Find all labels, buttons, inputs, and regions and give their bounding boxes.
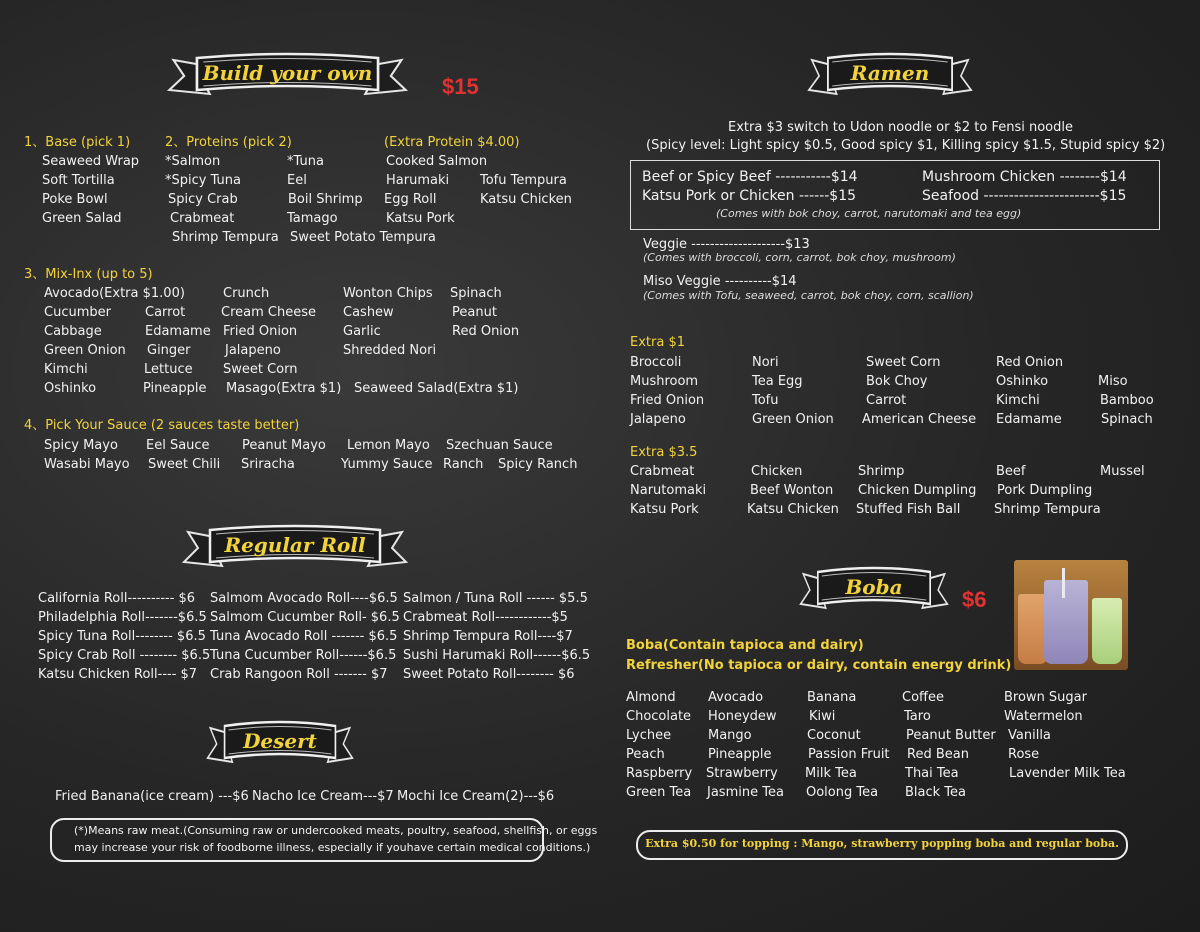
protein-item: *Spicy Tuna: [165, 173, 242, 188]
roll-item: Sushi Harumaki Roll------$6.5: [403, 648, 591, 663]
extra-1-item: Tea Egg: [752, 374, 803, 389]
protein-item: *Tuna: [287, 154, 324, 169]
boba-drinks-photo: [1014, 560, 1128, 670]
mixin-item: Crunch: [223, 286, 270, 301]
protein-item: Katsu Pork: [386, 211, 455, 226]
boba-flavor: Chocolate: [626, 709, 692, 724]
boba-flavor: Strawberry: [706, 766, 778, 781]
sauce-item: Peanut Mayo: [242, 438, 326, 453]
roll-item: Crab Rangoon Roll ------- $7: [210, 667, 388, 682]
build-your-own-title: Build your own: [202, 61, 373, 85]
boba-flavor: Almond: [626, 690, 676, 705]
extra-1-item: Nori: [752, 355, 779, 370]
raw-meat-disclaimer-box: [50, 818, 598, 862]
extra-35-item: Narutomaki: [630, 483, 707, 498]
boba-flavor: Raspberry: [626, 766, 693, 781]
sauce-item: Szechuan Sauce: [446, 438, 553, 453]
extra-1-item: Carrot: [866, 393, 907, 408]
sauce-item: Sweet Chili: [148, 457, 221, 472]
extra-1-item: Fried Onion: [630, 393, 705, 408]
boba-price: $6: [962, 587, 987, 612]
mixin-item: Seaweed Salad(Extra $1): [354, 381, 519, 396]
extra-35-heading: Extra $3.5: [630, 445, 698, 460]
boba-flavor: Brown Sugar: [1004, 690, 1087, 705]
boba-flavor: Red Bean: [907, 747, 969, 762]
sauce-item: Spicy Mayo: [44, 438, 118, 453]
protein-item: Shrimp Tempura: [172, 230, 279, 245]
mixin-item: Red Onion: [452, 324, 520, 339]
boba-flavor: Honeydew: [708, 709, 777, 724]
desert-item: Nacho Ice Cream---$7: [252, 789, 394, 804]
ramen-item: Miso Veggie ----------$14: [643, 274, 797, 289]
boba-flavor: Thai Tea: [905, 766, 959, 781]
base-item: Seaweed Wrap: [42, 154, 140, 169]
extra-1-item: Jalapeno: [630, 412, 686, 427]
boba-flavor: Black Tea: [905, 785, 967, 800]
extra-protein-note: (Extra Protein $4.00): [384, 135, 520, 150]
mixin-item: Cabbage: [44, 324, 102, 339]
ramen-box-note: (Comes with bok choy, carrot, narutomaki and tea egg): [716, 207, 1022, 220]
extra-1-item: Spinach: [1101, 412, 1153, 427]
desert-item: Fried Banana(ice cream) ---$6: [55, 789, 249, 804]
roll-item: California Roll---------- $6: [38, 591, 196, 606]
boba-flavor: Green Tea: [626, 785, 692, 800]
mixin-item: Cashew: [343, 305, 394, 320]
roll-item: Crabmeat Roll------------$5: [403, 610, 568, 625]
ramen-miso-note: (Comes with Tofu, seaweed, carrot, bok choy, corn, scallion): [643, 289, 974, 302]
boba-flavor: Kiwi: [809, 709, 836, 724]
mixin-item: Sweet Corn: [223, 362, 298, 377]
protein-item: Tofu Tempura: [480, 173, 567, 188]
mixin-item: Green Onion: [44, 343, 126, 358]
mixin-item: Spinach: [450, 286, 502, 301]
build-your-own-banner: [165, 50, 410, 100]
boba-flavor: Coffee: [902, 690, 944, 705]
mixin-item: Shredded Nori: [343, 343, 437, 358]
extra-35-item: Crabmeat: [630, 464, 695, 479]
extra-35-item: Shrimp: [858, 464, 905, 479]
ramen-item: Veggie --------------------$13: [643, 237, 810, 252]
boba-description: Boba(Contain tapioca and dairy): [626, 638, 864, 653]
boba-topping-note: Extra $0.50 for topping : Mango, strawberry popping boba and regular boba.: [645, 837, 1119, 850]
sauce-heading: 4、Pick Your Sauce (2 sauces taste better): [24, 418, 300, 433]
protein-item: Sweet Potato Tempura: [290, 230, 436, 245]
ramen-item: Beef or Spicy Beef -----------$14: [642, 169, 858, 185]
roll-item: Salmom Avocado Roll----$6.5: [210, 591, 398, 606]
extra-35-item: Katsu Chicken: [747, 502, 839, 517]
protein-item: Cooked Salmon: [386, 154, 488, 169]
boba-flavor: Lychee: [626, 728, 672, 743]
disclaimer-line: (*)Means raw meat.(Consuming raw or undercooked meats, poultry, seafood, shellfish, or eggs: [74, 824, 598, 837]
mixin-item: Fried Onion: [223, 324, 298, 339]
mixin-item: Masago(Extra $1): [226, 381, 342, 396]
mixin-item: Cucumber: [44, 305, 111, 320]
protein-item: Harumaki: [386, 173, 450, 188]
mixin-item: Kimchi: [44, 362, 88, 377]
mixins-heading: 3、Mix-Inx (up to 5): [24, 267, 153, 282]
boba-flavor: Peanut Butter: [906, 728, 996, 743]
build-your-own-price: $15: [442, 74, 479, 99]
roll-item: Spicy Crab Roll -------- $6.5: [38, 648, 211, 663]
extra-1-item: American Cheese: [862, 412, 977, 427]
extra-1-item: Oshinko: [996, 374, 1049, 389]
ramen-banner: [806, 50, 974, 100]
ramen-veggie-note: (Comes with broccoli, corn, carrot, bok choy, mushroom): [643, 251, 956, 264]
sauce-item: Sriracha: [241, 457, 295, 472]
boba-flavor: Oolong Tea: [806, 785, 879, 800]
sauce-item: Wasabi Mayo: [44, 457, 130, 472]
roll-item: Salmom Cucumber Roll- $6.5: [210, 610, 400, 625]
protein-item: Tamago: [287, 211, 338, 226]
extra-35-item: Stuffed Fish Ball: [856, 502, 961, 517]
mixin-item: Oshinko: [44, 381, 97, 396]
roll-item: Katsu Chicken Roll---- $7: [38, 667, 198, 682]
boba-flavor: Jasmine Tea: [707, 785, 784, 800]
extra-35-item: Chicken: [751, 464, 803, 479]
mixin-item: Ginger: [147, 343, 191, 358]
boba-topping-note-box: [636, 830, 1128, 860]
disclaimer-line: may increase your risk of foodborne illness, especially if youhave certain medical conditions.): [74, 841, 591, 854]
boba-flavor: Taro: [904, 709, 931, 724]
ramen-item: Mushroom Chicken --------$14: [922, 169, 1127, 185]
extra-1-item: Broccoli: [630, 355, 682, 370]
boba-title: Boba: [845, 575, 903, 599]
boba-flavor: Peach: [626, 747, 665, 762]
desert-item: Mochi Ice Cream(2)---$6: [397, 789, 555, 804]
sauce-item: Eel Sauce: [146, 438, 210, 453]
ramen-spicy-info: (Spicy level: Light spicy $0.5, Good spicy $1, Killing spicy $1.5, Stupid spicy $2): [646, 138, 1166, 153]
extra-1-item: Bok Choy: [866, 374, 928, 389]
mixin-item: Pineapple: [143, 381, 207, 396]
sauce-item: Lemon Mayo: [347, 438, 430, 453]
base-item: Soft Tortilla: [42, 173, 115, 188]
mixin-item: Carrot: [145, 305, 186, 320]
extra-1-item: Sweet Corn: [866, 355, 941, 370]
ramen-noodle-info: Extra $3 switch to Udon noodle or $2 to Fensi noodle: [728, 120, 1073, 135]
extra-35-item: Beef Wonton: [750, 483, 834, 498]
regular-roll-banner: [180, 522, 410, 572]
mixin-item: Lettuce: [144, 362, 193, 377]
extra-1-item: Edamame: [996, 412, 1062, 427]
extra-35-item: Beef: [996, 464, 1026, 479]
mixin-item: Cream Cheese: [221, 305, 316, 320]
boba-flavor: Watermelon: [1004, 709, 1083, 724]
protein-item: Spicy Crab: [168, 192, 238, 207]
mixin-item: Peanut: [452, 305, 497, 320]
base-item: Poke Bowl: [42, 192, 108, 207]
refresher-description: Refresher(No tapioca or dairy, contain energy drink): [626, 658, 1012, 673]
mixin-item: Jalapeno: [225, 343, 281, 358]
sauce-item: Yummy Sauce: [341, 457, 433, 472]
roll-item: Philadelphia Roll-------$6.5: [38, 610, 207, 625]
ramen-item: Katsu Pork or Chicken ------$15: [642, 188, 857, 204]
roll-item: Spicy Tuna Roll-------- $6.5: [38, 629, 206, 644]
extra-1-item: Mushroom: [630, 374, 699, 389]
proteins-heading: 2、Proteins (pick 2): [165, 135, 292, 150]
boba-banner: [798, 564, 950, 614]
extra-1-item: Kimchi: [996, 393, 1040, 408]
boba-flavor: Pineapple: [708, 747, 772, 762]
extra-1-item: Green Onion: [752, 412, 834, 427]
mixin-item: Garlic: [343, 324, 381, 339]
extra-35-item: Chicken Dumpling: [858, 483, 977, 498]
base-heading: 1、Base (pick 1): [24, 135, 131, 150]
roll-item: Sweet Potato Roll-------- $6: [403, 667, 575, 682]
boba-flavor: Passion Fruit: [808, 747, 890, 762]
boba-flavor: Lavender Milk Tea: [1009, 766, 1126, 781]
roll-item: Shrimp Tempura Roll----$7: [403, 629, 573, 644]
protein-item: Boil Shrimp: [288, 192, 363, 207]
roll-item: Tuna Avocado Roll ------- $6.5: [210, 629, 398, 644]
boba-flavor: Banana: [807, 690, 857, 705]
extra-1-item: Tofu: [752, 393, 779, 408]
sauce-item: Ranch: [443, 457, 484, 472]
extra-1-heading: Extra $1: [630, 335, 685, 350]
boba-flavor: Mango: [708, 728, 752, 743]
sauce-item: Spicy Ranch: [498, 457, 578, 472]
boba-flavor: Rose: [1008, 747, 1040, 762]
extra-1-item: Red Onion: [996, 355, 1064, 370]
ramen-title: Ramen: [850, 61, 930, 85]
base-item: Green Salad: [42, 211, 122, 226]
extra-35-item: Katsu Pork: [630, 502, 699, 517]
extra-35-item: Mussel: [1100, 464, 1145, 479]
protein-item: Egg Roll: [384, 192, 437, 207]
ramen-item: Seafood -----------------------$15: [922, 188, 1127, 204]
extra-1-item: Bamboo: [1100, 393, 1154, 408]
mixin-item: Edamame: [145, 324, 211, 339]
desert-banner: [205, 718, 355, 768]
boba-flavor: Coconut: [807, 728, 861, 743]
boba-flavor: Avocado: [708, 690, 764, 705]
boba-flavor: Milk Tea: [805, 766, 857, 781]
extra-1-item: Miso: [1098, 374, 1128, 389]
protein-item: Eel: [287, 173, 307, 188]
protein-item: *Salmon: [165, 154, 221, 169]
roll-item: Salmon / Tuna Roll ------ $5.5: [403, 591, 588, 606]
desert-title: Desert: [243, 729, 317, 753]
mixin-item: Avocado(Extra $1.00): [44, 286, 185, 301]
boba-flavor: Vanilla: [1008, 728, 1051, 743]
protein-item: Crabmeat: [170, 211, 235, 226]
protein-item: Katsu Chicken: [480, 192, 572, 207]
roll-item: Tuna Cucumber Roll------$6.5: [210, 648, 397, 663]
extra-35-item: Pork Dumpling: [997, 483, 1093, 498]
regular-roll-title: Regular Roll: [224, 533, 366, 557]
extra-35-item: Shrimp Tempura: [994, 502, 1101, 517]
mixin-item: Wonton Chips: [343, 286, 433, 301]
